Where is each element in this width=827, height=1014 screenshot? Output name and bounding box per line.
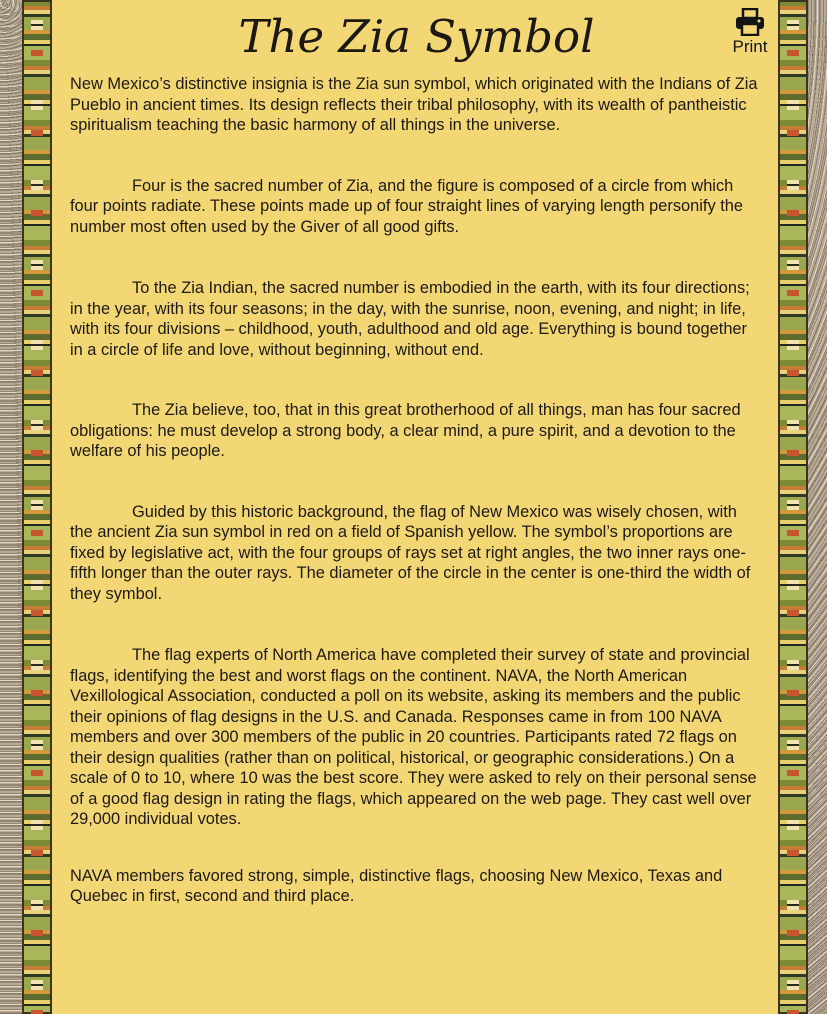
page-title: The Zia Symbol	[238, 10, 595, 63]
paragraph-sacred-number: Four is the sacred number of Zia, and the figure is composed of a circle from which four points radiate. These points made up of four straight lines of varying length personify the number most often used by the Giver of all good gifts.	[70, 176, 744, 236]
paragraph-obligations: The Zia believe, too, that in this great brotherhood of all things, man has four sacred obligations: he must develop a strong body, a clear mind, a pure spirit, and a devotion to the welfare of his people.	[70, 401, 741, 460]
article-panel	[52, 0, 778, 1014]
print-label: Print	[732, 37, 768, 56]
decorative-border-right	[778, 0, 808, 1014]
paragraph-nava-survey: The flag experts of North America have completed their survey of state and provincial flags, identifying the best and worst flags on the continent. NAVA, the North American Vexillological Association, conducted a poll on its website, asking its members and the public their opinions of flag designs in the U.S. and Canada. Responses came in from 100 NAVA members and over 300 members of the public in 20 countries. Participants rated 72 flags on their design qualities (rather than on political, historical, or geographic considerations.) On a scale of 0 to 10, where 10 was the best score. They were asked to rely on their personal sense of a good flag design in rating the flags, which appeared on the web page. They cast well over 29,000 individual votes.	[70, 646, 757, 828]
paragraph-flag-history: Guided by this historic background, the flag of New Mexico was wisely chosen, with the ancient Zia sun symbol in red on a field of Spanish yellow. The symbol’s proportions are fixed by legislative act, with the four groups of rays set at right angles, the two inner rays one-fifth longer than the outer rays. The diameter of the circle in the center is one-third the width of they symbol.	[70, 502, 751, 603]
decorative-border-left	[22, 0, 52, 1014]
article-body	[70, 74, 762, 907]
paragraph-nava-results: NAVA members favored strong, simple, distinctive flags, choosing New Mexico, Texas and Quebec in first, second and third place.	[70, 866, 723, 905]
paragraph-four-directions: To the Zia Indian, the sacred number is embodied in the earth, with its four directions; in the year, with its four seasons; in the day, with the sunrise, noon, evening, and night; in life, with its four divisions – childhood, youth, adulthood and old age. Everything is bound together in a circle of life and love, without beginning, without end.	[70, 279, 750, 359]
printer-icon	[725, 8, 775, 36]
print-button[interactable]	[725, 8, 775, 60]
paragraph-insignia: New Mexico’s distinctive insignia is the Zia sun symbol, which originated with the Indians of Zia Pueblo in ancient times. Its design reflects their tribal philosophy, with its wealth of pantheistic spiritualism teaching the basic harmony of all things in the universe.	[70, 75, 758, 134]
